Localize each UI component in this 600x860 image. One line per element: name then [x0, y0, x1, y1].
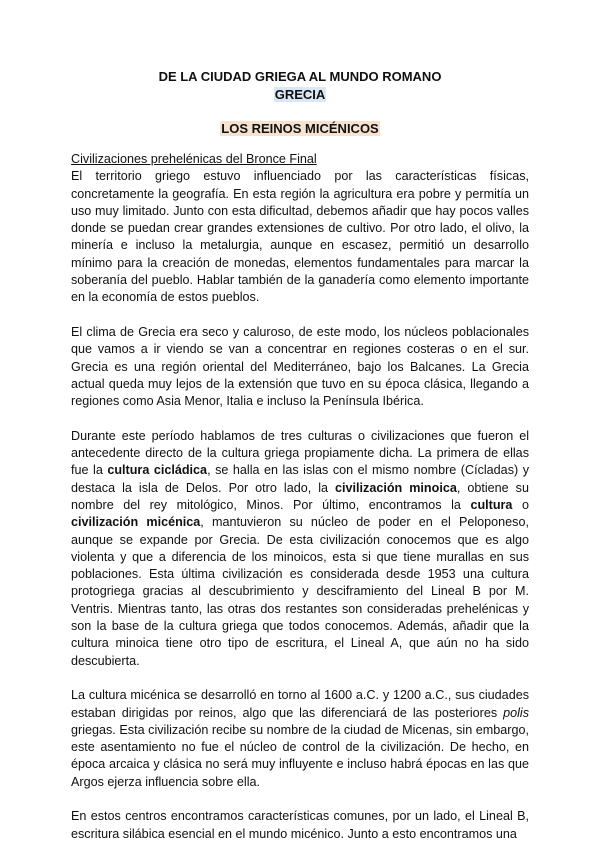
paragraph-centers: En estos centros encontramos características comunes, por un lado, el Lineal B, escritura silábica esencial en el mundo micénico. Junto a esto encontramos una: [71, 809, 529, 841]
term-civilizacion-minoica: civilización minoica: [335, 480, 457, 495]
term-polis: polis: [503, 705, 529, 720]
paragraph-mycenaean: La cultura micénica se desarrolló en torno al 1600 a.C. y 1200 a.C., sus ciudades estaban dirigidas por reinos, algo que las diferenciará de las posteriores polis griegas. Esta civilización recibe su nombre de la ciudad de Micenas, sin embargo, este asentamiento no fue el núcleo de control de la civilización. De hecho, en época arcaica y clásica no será muy influyente e incluso habrá épocas en las que Argos ejerza influencia sobre ella.: [71, 688, 529, 789]
chapter-title: LOS REINOS MICÉNICOS: [221, 121, 379, 136]
document-body: [71, 151, 529, 860]
term-cultura-cicladica: cultura cicládica: [107, 463, 208, 478]
section-title: GRECIA: [274, 87, 326, 102]
paragraph-geography: El territorio griego estuvo influenciado por las características físicas, concretamente la geografía. En esta región la agricultura era pobre y permitía un uso muy limitado. Junto con esta dificultad, debemos añadir que hay pocos valles donde se puedan crear grandes extensiones de cultivo. Por otro lado, el olivo, la minería e incluso la metalurgia, aunque en escasez, permitió un desarrollo mínimo para la creación de monedas, elementos fundamentales para marcar la soberanía del pueblo. Hablar también de la ganadería como elemento importante en la economía de estos pueblos.: [71, 169, 529, 305]
term-cultura: cultura: [470, 497, 513, 512]
subsection-title: Civilizaciones prehelénicas del Bronce Final: [71, 152, 317, 166]
paragraph-climate: El clima de Grecia era seco y caluroso, de este modo, los núcleos poblacionales que vamos a ir viendo se van a concentrar en regiones costeras o en el sur. Grecia es una región oriental del Mediterráneo, bajo los Balcanes. La Grecia actual queda muy lejos de la extensión que tuvo en su época clásica, llegando a regiones como Asia Menor, Italia e incluso la Península Ibérica.: [71, 324, 529, 409]
main-title: DE LA CIUDAD GRIEGA AL MUNDO ROMANO: [158, 69, 442, 84]
paragraph-cultures: Durante este período hablamos de tres culturas o civilizaciones que fueron el antecedente directo de la cultura griega propiamente dicha. La primera de ellas fue la cultura cicládica, se halla en las islas con el mismo nombre (Cícladas) y destaca la isla de Delos. Por otro lado, la civilización minoica, obtiene su nombre del rey mitológico, Minos. Por último, encontramos la cultura o civilización micénica, mantuvieron su núcleo de poder en el Peloponeso, aunque se expande por Grecia. De esta civilización conocemos que es algo violenta y que a diferencia de los minoicos, esta si que tiene murallas en sus poblaciones. Esta última civilización es considerada desde 1953 una cultura protogriega gracias al descubrimiento y desciframiento del Lineal B por M. Ventris. Mientras tanto, las otras dos restantes son consideradas prehelénicas y son la base de la cultura griega que todos conocemos. Además, añadir que la cultura minoica tiene otro tipo de escritura, el Lineal A, que aún no ha sido descubierta.: [71, 428, 529, 668]
term-civilizacion-micenica: civilización micénica: [71, 515, 201, 530]
